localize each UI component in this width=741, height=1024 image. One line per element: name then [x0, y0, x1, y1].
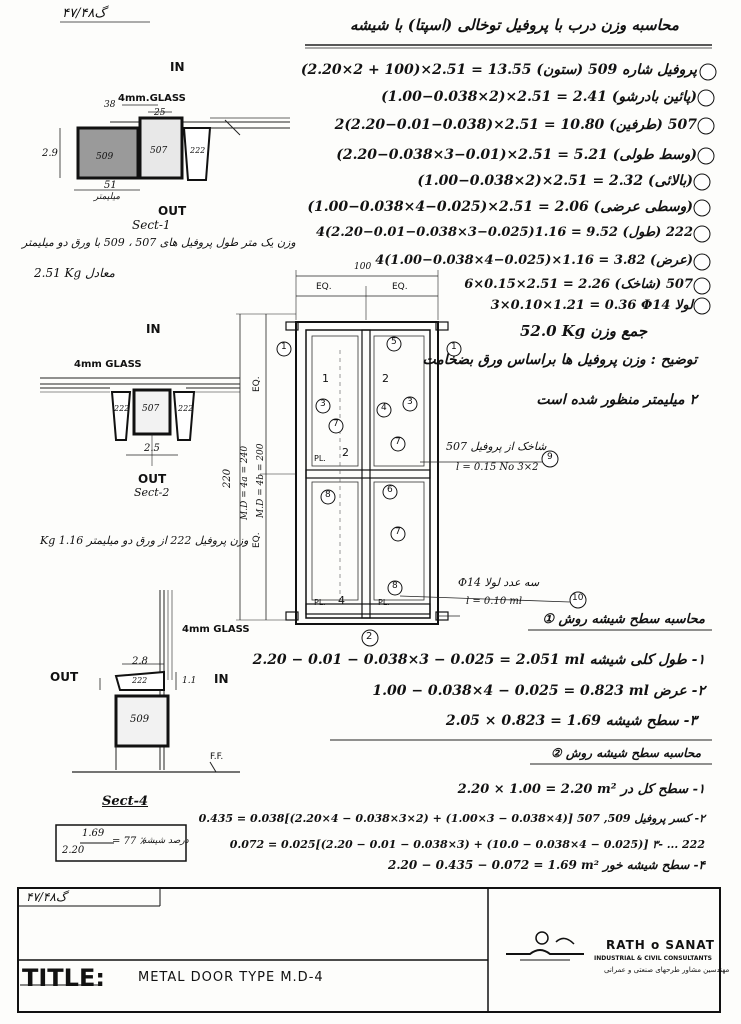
panel-4: 4	[338, 594, 345, 607]
weight-formula: 4(2.20−0.01−0.038×3−0.025)1.16 = 9.52	[316, 225, 618, 240]
company-logo-icon	[500, 928, 590, 964]
eq-left-2: EQ.	[252, 532, 262, 548]
sect1-glass: 4mm.GLASS	[118, 93, 186, 104]
sect4-dim-h: 1.1	[182, 676, 197, 686]
overall-height: 220	[222, 468, 233, 488]
weight-formula: (1.00−0.038×4−0.025)×2.51 = 2.06	[307, 199, 589, 215]
sect1-profile-222: 222	[190, 146, 206, 155]
glass-area-1-line-1	[253, 652, 705, 668]
weight-desc: 222 (طول)	[622, 225, 693, 240]
weight-row-8	[375, 253, 693, 268]
callout-8a: 8	[325, 490, 331, 500]
pl-2: PL.	[314, 598, 326, 607]
glass-area-2-line-3	[230, 838, 705, 851]
panel-2b: 2	[342, 446, 349, 459]
line-label: ۱- طول کلی شیشه	[589, 652, 705, 668]
company-sub: INDUSTRIAL & CIVIL CONSULTANTS	[594, 955, 712, 962]
total-label: جمع وزن	[590, 322, 648, 340]
callout-3-right: 3	[407, 397, 413, 407]
sect4-ff: F.F.	[210, 752, 224, 762]
note-line-1: توضیح : وزن پروفیل ها براساس ورق بضخامت	[422, 352, 697, 368]
weight-formula: 4(1.00−0.038×4−0.025)×1.16 = 3.82	[375, 253, 646, 268]
sect1-out: OUT	[158, 204, 187, 218]
md-label-2: M.D = 4b = 200	[256, 443, 266, 518]
sect2-drawing	[40, 378, 240, 466]
glass-area-2-line-2	[199, 812, 705, 825]
line-formula: 0.435 = 0.038[(2.20×4 − 0.038×3×2) + (1.00×3 − 0.038×4)]	[198, 812, 574, 825]
weight-desc: (وسط طولی)	[612, 147, 697, 163]
weight-row-1	[301, 62, 697, 78]
note-10b: l = 0.10 ml	[466, 596, 523, 607]
sect1-dim-h: 2.9	[42, 148, 58, 159]
pct-label: درصد شیشه	[142, 836, 189, 846]
panel-2: 2	[382, 372, 389, 385]
line-label: ۲- کسر پروفیل 509, 507	[576, 812, 705, 825]
line-formula: 0.072 = 0.025[(2.20 − 0.01 − 0.038×3) + (10.0 − 0.038×4 − 0.025)]	[229, 838, 649, 851]
weight-row-2	[381, 89, 697, 105]
weight-desc: (بالائی)	[648, 173, 693, 189]
note-9: شاخک از پروفیل 507	[446, 440, 547, 453]
callout-6: 6	[387, 485, 393, 495]
pl-3: PL.	[378, 598, 390, 607]
panel-1: 1	[322, 372, 329, 385]
weight-row-6	[307, 199, 693, 215]
sect2-weight-note: وزن پروفیل 222 از ورق دو میلیمتر 1.16 Kg	[40, 534, 249, 547]
pct-value: = 77 ٪	[112, 836, 145, 847]
callout-8b: 8	[392, 581, 398, 591]
line-formula: 2.20 − 0.01 − 0.038×3 − 0.025 = 2.051 ml	[252, 652, 585, 668]
glass-area-2-line-1	[458, 782, 705, 797]
eq-left-1: EQ.	[252, 376, 262, 392]
pct-num: 1.69	[82, 828, 105, 839]
sect1-label: Sect-1	[132, 218, 171, 232]
sect1-unit: میلیمتر	[94, 192, 121, 202]
line-formula: 2.20 − 0.435 − 0.072 = 1.69 m²	[388, 858, 599, 872]
dim-100: 100	[354, 262, 372, 272]
line-label: ۳- ... 222	[652, 838, 705, 851]
weight-formula: (1.00−0.038×2)×2.51 = 2.41	[381, 89, 607, 105]
weight-desc: (پائین بادرشو)	[611, 89, 697, 105]
sect2-profile-222-left: 222	[114, 404, 130, 413]
company-fa: مهندسین مشاور طرحهای صنعتی و عمرانی	[604, 966, 730, 974]
sect2-profile-222-right: 222	[178, 404, 194, 413]
note-line-2: ۲ میلیمتر منظور شده است	[536, 392, 697, 408]
sect1-weight-value: 2.51 Kg معادل	[34, 266, 115, 280]
weight-total	[520, 322, 647, 340]
md-label-1: M.D = 4a = 240	[240, 445, 250, 520]
weight-formula: 3×0.10×1.21 = 0.36	[490, 298, 637, 313]
pl-1: PL.	[314, 454, 326, 463]
callout-4: 4	[381, 403, 387, 413]
sect1-drawing	[60, 105, 290, 190]
eq-top-2: EQ.	[392, 282, 408, 292]
weight-formula: (2.20×2 + 100)×2.51 = 13.55	[300, 62, 532, 78]
sect2-label: Sect-2	[134, 486, 170, 499]
page-title: محاسبه وزن درب با پروفیل توخالی (اسپتا) با شیشه	[350, 16, 679, 34]
weight-formula: 6×0.15×2.51 = 2.26	[464, 277, 610, 292]
sect4-glass: 4mm GLASS	[182, 624, 250, 635]
callout-7b: 7	[395, 437, 401, 447]
glass-area-1-title: محاسبه سطح شیشه روش ①	[542, 612, 705, 627]
line-label: ۲- عرض	[653, 683, 705, 699]
sect4-out: OUT	[50, 670, 79, 684]
note-10-num: 10	[572, 593, 584, 603]
weight-desc: پروفیل شاره 509 (ستون)	[536, 62, 697, 78]
callout-1-left: 1	[281, 342, 287, 352]
company-name: RATH o SANAT	[606, 938, 715, 952]
weight-row-3	[335, 117, 697, 133]
sect2-out: OUT	[138, 472, 167, 486]
sect1-in: IN	[170, 60, 185, 74]
callout-2-bottom: 2	[366, 631, 373, 642]
weight-desc: لولا Φ14	[640, 298, 693, 313]
weight-row-10	[491, 298, 693, 313]
title-label: TITLE:	[22, 964, 105, 992]
callout-7a: 7	[333, 419, 339, 429]
pct-den: 2.20	[62, 845, 85, 856]
glass-area-2-line-4	[388, 858, 705, 872]
glass-area-1-line-2	[372, 683, 705, 699]
weight-desc: 507 (طرفین)	[609, 117, 697, 133]
sect4-profile-509: 509	[130, 714, 150, 725]
weight-desc: (عرض)	[650, 253, 693, 268]
weight-formula: (1.00−0.038×2)×2.51 = 2.32	[417, 173, 644, 189]
callout-5: 5	[391, 337, 397, 347]
line-formula: 2.05 × 0.823 = 1.69	[445, 713, 601, 729]
sect2-dim-w: 2.5	[144, 443, 160, 454]
total-value: 52.0 Kg	[520, 322, 586, 340]
weight-desc: (وسطی عرضی)	[593, 199, 693, 215]
sect1-profile-507: 507	[150, 146, 168, 156]
line-formula: 1.00 − 0.038×4 − 0.025 = 0.823 ml	[372, 683, 649, 699]
weight-formula: (2.20−0.038×3−0.01)×2.51 = 5.21	[336, 147, 608, 163]
note-9b: l = 0.15 No 3×2	[456, 462, 539, 473]
sect1-dim-w: 51	[104, 180, 117, 191]
line-label: ۳- سطح شیشه	[605, 713, 697, 729]
sect1-dim-top-a: 38	[104, 100, 116, 110]
sect2-in: IN	[146, 322, 161, 336]
callout-7c: 7	[395, 527, 401, 537]
eq-top-1: EQ.	[316, 282, 332, 292]
sect2-profile-507: 507	[142, 404, 160, 414]
weight-desc: 507 (شاخک)	[614, 277, 693, 292]
note-10: Φ14 سه عدد لولا	[458, 576, 540, 589]
weight-row-4	[336, 147, 697, 163]
sect1-profile-509: 509	[96, 152, 114, 162]
weight-row-9	[464, 277, 693, 292]
sect4-dim-w: 2.8	[132, 656, 148, 667]
line-label: ۱- سطح کل در	[620, 782, 705, 797]
doc-number: گ۴۷/۴۸	[62, 6, 106, 21]
weight-row-5	[417, 173, 693, 189]
callout-3-left: 3	[320, 399, 326, 409]
glass-area-2-title: محاسبه سطح شیشه روش ②	[550, 746, 701, 760]
sect2-glass: 4mm GLASS	[74, 359, 142, 370]
weight-row-7	[316, 225, 693, 240]
weight-formula: 2(2.20−0.01−0.038)×2.51 = 10.80	[334, 117, 605, 133]
sect1-weight-note: وزن یک متر طول پروفیل های 507 ، 509 با ورق دو میلیمتر	[22, 236, 296, 249]
sect4-label: Sect-4	[102, 794, 149, 809]
sect1-dim-top-b: 25	[154, 108, 166, 118]
title-block-doc-number: گ۴۷/۴۸	[26, 890, 67, 904]
sect4-in: IN	[214, 672, 229, 686]
glass-area-1-line-3	[446, 713, 697, 729]
note-9-num: 9	[547, 452, 553, 462]
callout-1-right: 1	[451, 342, 457, 352]
line-formula: 2.20 × 1.00 = 2.20 m²	[457, 782, 617, 797]
title-value: METAL DOOR TYPE M.D-4	[138, 970, 324, 985]
line-label: ۴- سطح شیشه خور	[603, 858, 705, 872]
sect4-profile-222: 222	[132, 676, 148, 685]
